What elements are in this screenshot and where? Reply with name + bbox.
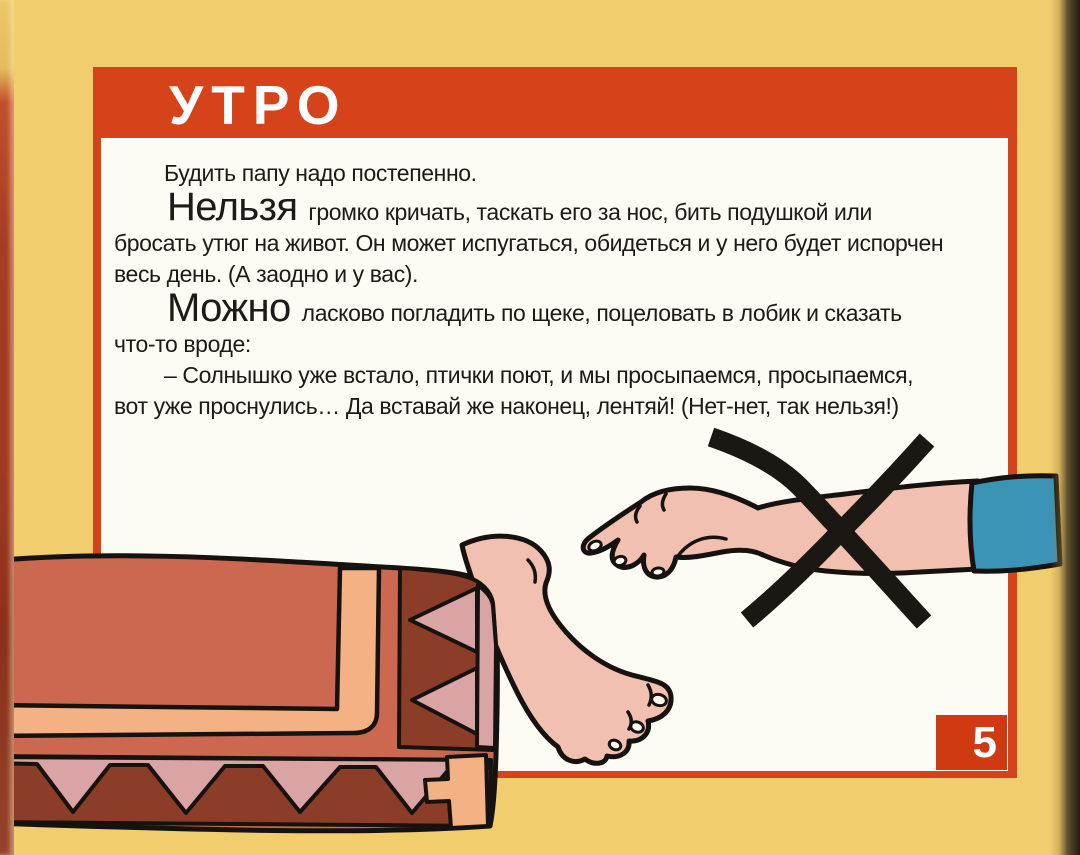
paragraph-mozhno bbox=[114, 286, 944, 360]
paragraph-nelzya-text: громко кричать, таскать его за нос, бить подушкой или бросать утюг на живот. Он может испугаться, обидеться и у него будет испорчен весь день. (А заодно и у вас). bbox=[114, 199, 944, 287]
photo-page-edge bbox=[1050, 0, 1080, 855]
content-panel bbox=[101, 138, 1008, 771]
paragraph-quote-text: – Солнышко уже встало, птички поют, и мы просыпаемся, просыпаемся, вот уже проснулись… Да вставай же наконец, лентяй! (Нет-нет, так нельзя!) bbox=[114, 362, 914, 419]
book-spine-edge bbox=[0, 0, 14, 855]
page-frame bbox=[93, 67, 1017, 778]
lead-word-mozhno: Можно bbox=[167, 286, 291, 330]
page-number: 5 bbox=[972, 717, 997, 767]
paragraph-mozhno-text: ласково погладить по щеке, поцеловать в лобик и сказать что-то вроде: bbox=[114, 300, 902, 357]
page-number-box bbox=[936, 715, 1007, 770]
paragraph-quote bbox=[114, 360, 944, 422]
body-text bbox=[114, 158, 944, 422]
page-title: УТРО bbox=[169, 74, 348, 136]
paragraph-nelzya bbox=[114, 185, 944, 290]
paragraph-intro-text: Будить папу надо постепенно. bbox=[164, 160, 477, 186]
lead-word-nelzya: Нельзя bbox=[167, 185, 298, 229]
